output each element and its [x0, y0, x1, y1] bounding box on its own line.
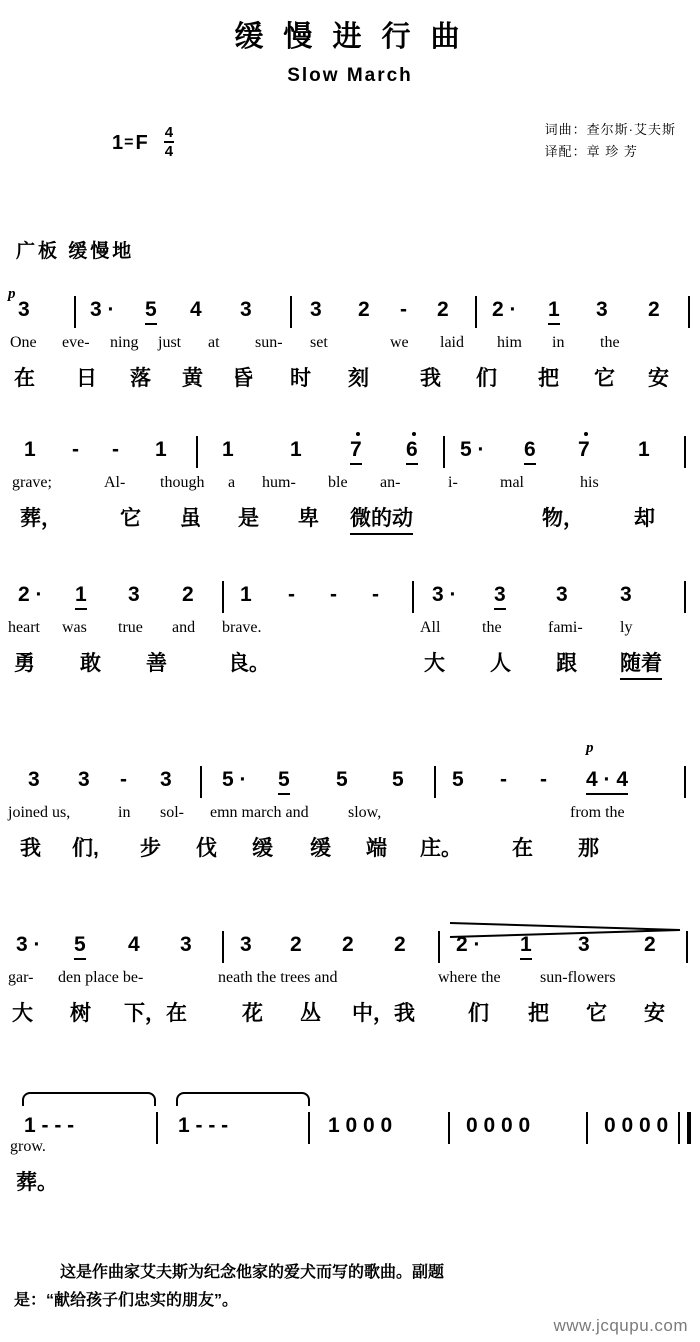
- watermark: www.jcqupu.com: [553, 1316, 688, 1335]
- lyric-en: a: [228, 474, 236, 491]
- time-signature: [164, 125, 174, 159]
- barline: [475, 296, 477, 328]
- note: 7: [350, 438, 362, 465]
- note: 1: [240, 583, 252, 606]
- lyric-en: where the: [438, 969, 501, 986]
- note: 4: [190, 298, 202, 321]
- note: 5: [336, 768, 348, 791]
- music-system-6: [0, 1092, 700, 1202]
- note: 3: [240, 298, 252, 321]
- lyric-cn: 葬。: [16, 1171, 58, 1194]
- key-signature: [112, 126, 174, 160]
- note: 5: [452, 768, 464, 791]
- lyric-cn: 安: [644, 1002, 665, 1025]
- barline: [200, 766, 202, 798]
- note: -: [500, 768, 507, 791]
- note: -: [120, 768, 127, 791]
- lyric-cn: 敢: [80, 652, 101, 675]
- lyric-row-cn-4: [0, 832, 700, 868]
- lyric-en: joined us,: [8, 804, 71, 821]
- lyric-cn: 大: [424, 652, 445, 675]
- lyric-en: laid: [440, 334, 464, 351]
- lyric-cn: 在: [14, 367, 35, 390]
- page-title-en: Slow March: [287, 65, 413, 86]
- note: 3 ·: [16, 933, 41, 956]
- lyric-cn: 刻: [348, 367, 369, 390]
- music-system-4: [0, 740, 700, 868]
- lyric-en: ning: [110, 334, 139, 351]
- note: -: [288, 583, 295, 606]
- note: 1: [548, 298, 560, 325]
- footer-line-2: 是：“献给孩子们忠实的朋友”。: [14, 1292, 239, 1309]
- time-denominator: 4: [164, 143, 174, 160]
- note: -: [72, 438, 79, 461]
- note: 1: [75, 583, 87, 610]
- barline: [412, 581, 414, 613]
- note: 3 ·: [432, 583, 457, 606]
- note: 6: [406, 438, 418, 465]
- notes-row-3: [0, 579, 700, 619]
- lyric-cn: 跟: [556, 652, 577, 675]
- lyric-en: Al-: [104, 474, 126, 491]
- lyric-en: we: [390, 334, 409, 351]
- lyric-en: fami-: [548, 619, 583, 636]
- note: 1: [638, 438, 650, 461]
- lyric-cn: 物，: [542, 507, 584, 530]
- lyric-row-en-4: [0, 804, 700, 832]
- note: 5: [278, 768, 290, 795]
- lyric-row-en-2: [0, 474, 700, 502]
- note: -: [330, 583, 337, 606]
- note: 5 ·: [460, 438, 485, 461]
- lyric-cn: 步: [140, 837, 161, 860]
- lyric-row-en-6: [0, 1138, 700, 1166]
- footer-line-1: 这是作曲家艾夫斯为纪念他家的爱犬而写的歌曲。副题: [60, 1264, 445, 1281]
- lyric-cn: 善: [146, 652, 167, 675]
- lyric-row-cn-2: [0, 502, 700, 538]
- lyric-cn: 下，在: [124, 1002, 187, 1025]
- lyric-cn: 们: [468, 1002, 489, 1025]
- lyric-en: the: [482, 619, 502, 636]
- lyric-row-en-5: [0, 969, 700, 997]
- lyric-en: an-: [380, 474, 401, 491]
- lyric-en: sun-flowers: [540, 969, 616, 986]
- note: 6: [524, 438, 536, 465]
- lyric-cn: 微的动: [350, 502, 413, 535]
- lyric-cn: 中，我: [352, 1002, 415, 1025]
- note: 5: [145, 298, 157, 325]
- lyric-cn: 卑: [298, 507, 319, 530]
- note: 5 ·: [222, 768, 247, 791]
- lyric-en: All: [420, 619, 441, 636]
- lyric-en: just: [158, 334, 182, 351]
- barline: [290, 296, 292, 328]
- lyric-cn: 良。: [228, 652, 270, 675]
- tempo-marking: 广板 缓慢地: [16, 241, 135, 262]
- note: 5: [392, 768, 404, 791]
- lyric-cn: 却: [634, 507, 655, 530]
- lyric-en: heart: [8, 619, 40, 636]
- lyric-row-cn-1: [0, 362, 700, 398]
- note: 3: [310, 298, 322, 321]
- note: 3: [180, 933, 192, 956]
- lyric-en: slow,: [348, 804, 382, 821]
- music-system-1: [0, 286, 700, 398]
- note: 2: [182, 583, 194, 606]
- lyric-en: grave;: [12, 474, 52, 491]
- lyric-en: grow.: [10, 1138, 46, 1155]
- lyric-cn: 我: [20, 837, 41, 860]
- lyric-cn: 庄。: [420, 837, 462, 860]
- lyric-cn: 在: [512, 837, 533, 860]
- barline: [686, 931, 688, 963]
- note: 0 0 0 0: [604, 1114, 669, 1137]
- note: 4: [128, 933, 140, 956]
- note: 7: [578, 438, 590, 461]
- lyric-en: neath the trees and: [218, 969, 338, 986]
- lyric-cn: 安: [648, 367, 669, 390]
- note: 2: [437, 298, 449, 321]
- note: 3 ·: [90, 298, 115, 321]
- lyric-cn: 树: [70, 1002, 91, 1025]
- note: 3: [556, 583, 568, 606]
- barline: [443, 436, 445, 468]
- note: 5: [74, 933, 86, 960]
- note: 1: [24, 438, 36, 461]
- note: 2: [358, 298, 370, 321]
- lyric-cn: 缓: [310, 837, 331, 860]
- lyric-en: and: [172, 619, 196, 636]
- note: 1: [290, 438, 302, 461]
- note: 3: [494, 583, 506, 610]
- note: 3: [18, 298, 30, 321]
- lyric-cn: 黄: [182, 367, 203, 390]
- barline: [196, 436, 198, 468]
- notes-row-2: [0, 434, 700, 474]
- notes-row-6: [0, 1092, 700, 1138]
- lyric-en: the: [600, 334, 620, 351]
- note: 1: [520, 933, 532, 960]
- lyric-row-cn-5: [0, 997, 700, 1033]
- lyric-en: true: [118, 619, 143, 636]
- footer-note: [14, 1259, 670, 1315]
- music-system-3: [0, 579, 700, 683]
- note: 2: [644, 933, 656, 956]
- note: 3: [160, 768, 172, 791]
- dynamic-p-1: p: [8, 286, 16, 302]
- lyric-cn: 葬，: [20, 507, 62, 530]
- lyric-cn: 缓: [252, 837, 273, 860]
- lyric-cn: 是: [238, 507, 259, 530]
- note: 3: [78, 768, 90, 791]
- key-letter: F: [135, 131, 148, 154]
- note: 3: [28, 768, 40, 791]
- lyric-en: gar-: [8, 969, 34, 986]
- octave-dot: [584, 432, 588, 436]
- lyric-cn: 们,: [72, 837, 99, 860]
- lyric-en: eve-: [62, 334, 90, 351]
- lyric-en: hum-: [262, 474, 296, 491]
- note: 2 ·: [492, 298, 517, 321]
- note: 1 - - -: [24, 1114, 75, 1137]
- note: -: [540, 768, 547, 791]
- note: 3: [596, 298, 608, 321]
- lyric-cn: 人: [490, 652, 511, 675]
- key-equals: =: [124, 134, 134, 151]
- lyric-en: mal: [500, 474, 524, 491]
- note: 2 ·: [456, 933, 481, 956]
- lyric-cn: 勇: [14, 652, 35, 675]
- note: 2: [394, 933, 406, 956]
- lyric-cn: 把: [538, 367, 559, 390]
- notes-row-4: [0, 740, 700, 804]
- credits: [545, 119, 676, 163]
- barline: [438, 931, 440, 963]
- lyric-cn: 时: [290, 367, 311, 390]
- lyric-cn: 大: [12, 1002, 33, 1025]
- lyric-en: from the: [570, 804, 625, 821]
- barline: [74, 296, 76, 328]
- lyric-cn: 端: [366, 837, 387, 860]
- lyric-cn: 昏: [232, 367, 253, 390]
- lyric-row-cn-6: [0, 1166, 700, 1202]
- note: -: [400, 298, 407, 321]
- lyric-cn: 把: [528, 1002, 549, 1025]
- octave-dot: [356, 432, 360, 436]
- note: 3: [128, 583, 140, 606]
- lyric-en: though: [160, 474, 205, 491]
- note: 0 0 0 0: [466, 1114, 531, 1137]
- lyric-en: set: [310, 334, 328, 351]
- note: 1 - - -: [178, 1114, 229, 1137]
- lyric-cn: 虽: [180, 507, 201, 530]
- barline: [684, 436, 686, 468]
- lyric-row-cn-3: [0, 647, 700, 683]
- note: 4 · 4: [586, 768, 628, 795]
- barline: [688, 296, 690, 328]
- lyric-en: den place be-: [58, 969, 144, 986]
- lyric-cn: 随着: [620, 647, 662, 680]
- lyric-en: at: [208, 334, 220, 351]
- lyric-cn: 我: [420, 367, 441, 390]
- note: 2: [290, 933, 302, 956]
- credit-translator: 译配：章 珍 芳: [544, 144, 638, 159]
- dynamic-p-2: p: [586, 740, 594, 756]
- key-one: 1: [112, 131, 124, 154]
- lyric-en: brave.: [222, 619, 262, 636]
- barline: [434, 766, 436, 798]
- lyric-en: sol-: [160, 804, 184, 821]
- page-title-cn: 缓 慢 进 行 曲: [234, 21, 466, 53]
- barline: [222, 931, 224, 963]
- lyric-cn: 它: [586, 1002, 607, 1025]
- note: 2 ·: [18, 583, 43, 606]
- lyric-en: in: [118, 804, 131, 821]
- note: 1 0 0 0: [328, 1114, 393, 1137]
- lyric-en: ble: [328, 474, 348, 491]
- note: -: [112, 438, 119, 461]
- lyric-row-en-1: [0, 334, 700, 362]
- lyric-en: One: [10, 334, 37, 351]
- lyric-cn: 那: [578, 837, 599, 860]
- lyric-cn: 它: [120, 507, 141, 530]
- octave-dot: [412, 432, 416, 436]
- notes-row-5: [0, 929, 700, 969]
- credit-composer: 词曲：查尔斯·艾夫斯: [544, 122, 676, 137]
- lyric-cn: 落: [130, 367, 151, 390]
- lyric-en: i-: [448, 474, 458, 491]
- lyric-en: him: [497, 334, 522, 351]
- note: 1: [222, 438, 234, 461]
- lyric-en: emn march and: [210, 804, 309, 821]
- lyric-row-en-3: [0, 619, 700, 647]
- note: 2: [648, 298, 660, 321]
- lyric-cn: 日: [76, 367, 97, 390]
- barline: [684, 766, 686, 798]
- lyric-en: his: [580, 474, 599, 491]
- note: 3: [240, 933, 252, 956]
- music-system-5: [0, 929, 700, 1033]
- note: 2: [342, 933, 354, 956]
- note: 1: [155, 438, 167, 461]
- lyric-en: in: [552, 334, 565, 351]
- music-system-2: [0, 434, 700, 538]
- lyric-cn: 丛: [300, 1002, 321, 1025]
- note: 3: [578, 933, 590, 956]
- lyric-en: was: [62, 619, 87, 636]
- note: -: [372, 583, 379, 606]
- lyric-en: ly: [620, 619, 633, 636]
- lyric-cn: 伐: [196, 837, 217, 860]
- sheet-music-page: [0, 14, 700, 1342]
- lyric-cn: 们: [476, 367, 497, 390]
- notes-row-1: [0, 286, 700, 334]
- lyric-en: sun-: [255, 334, 283, 351]
- note: 3: [620, 583, 632, 606]
- barline: [222, 581, 224, 613]
- lyric-cn: 它: [594, 367, 615, 390]
- barline: [684, 581, 686, 613]
- lyric-cn: 花: [242, 1002, 263, 1025]
- time-numerator: 4: [164, 124, 174, 141]
